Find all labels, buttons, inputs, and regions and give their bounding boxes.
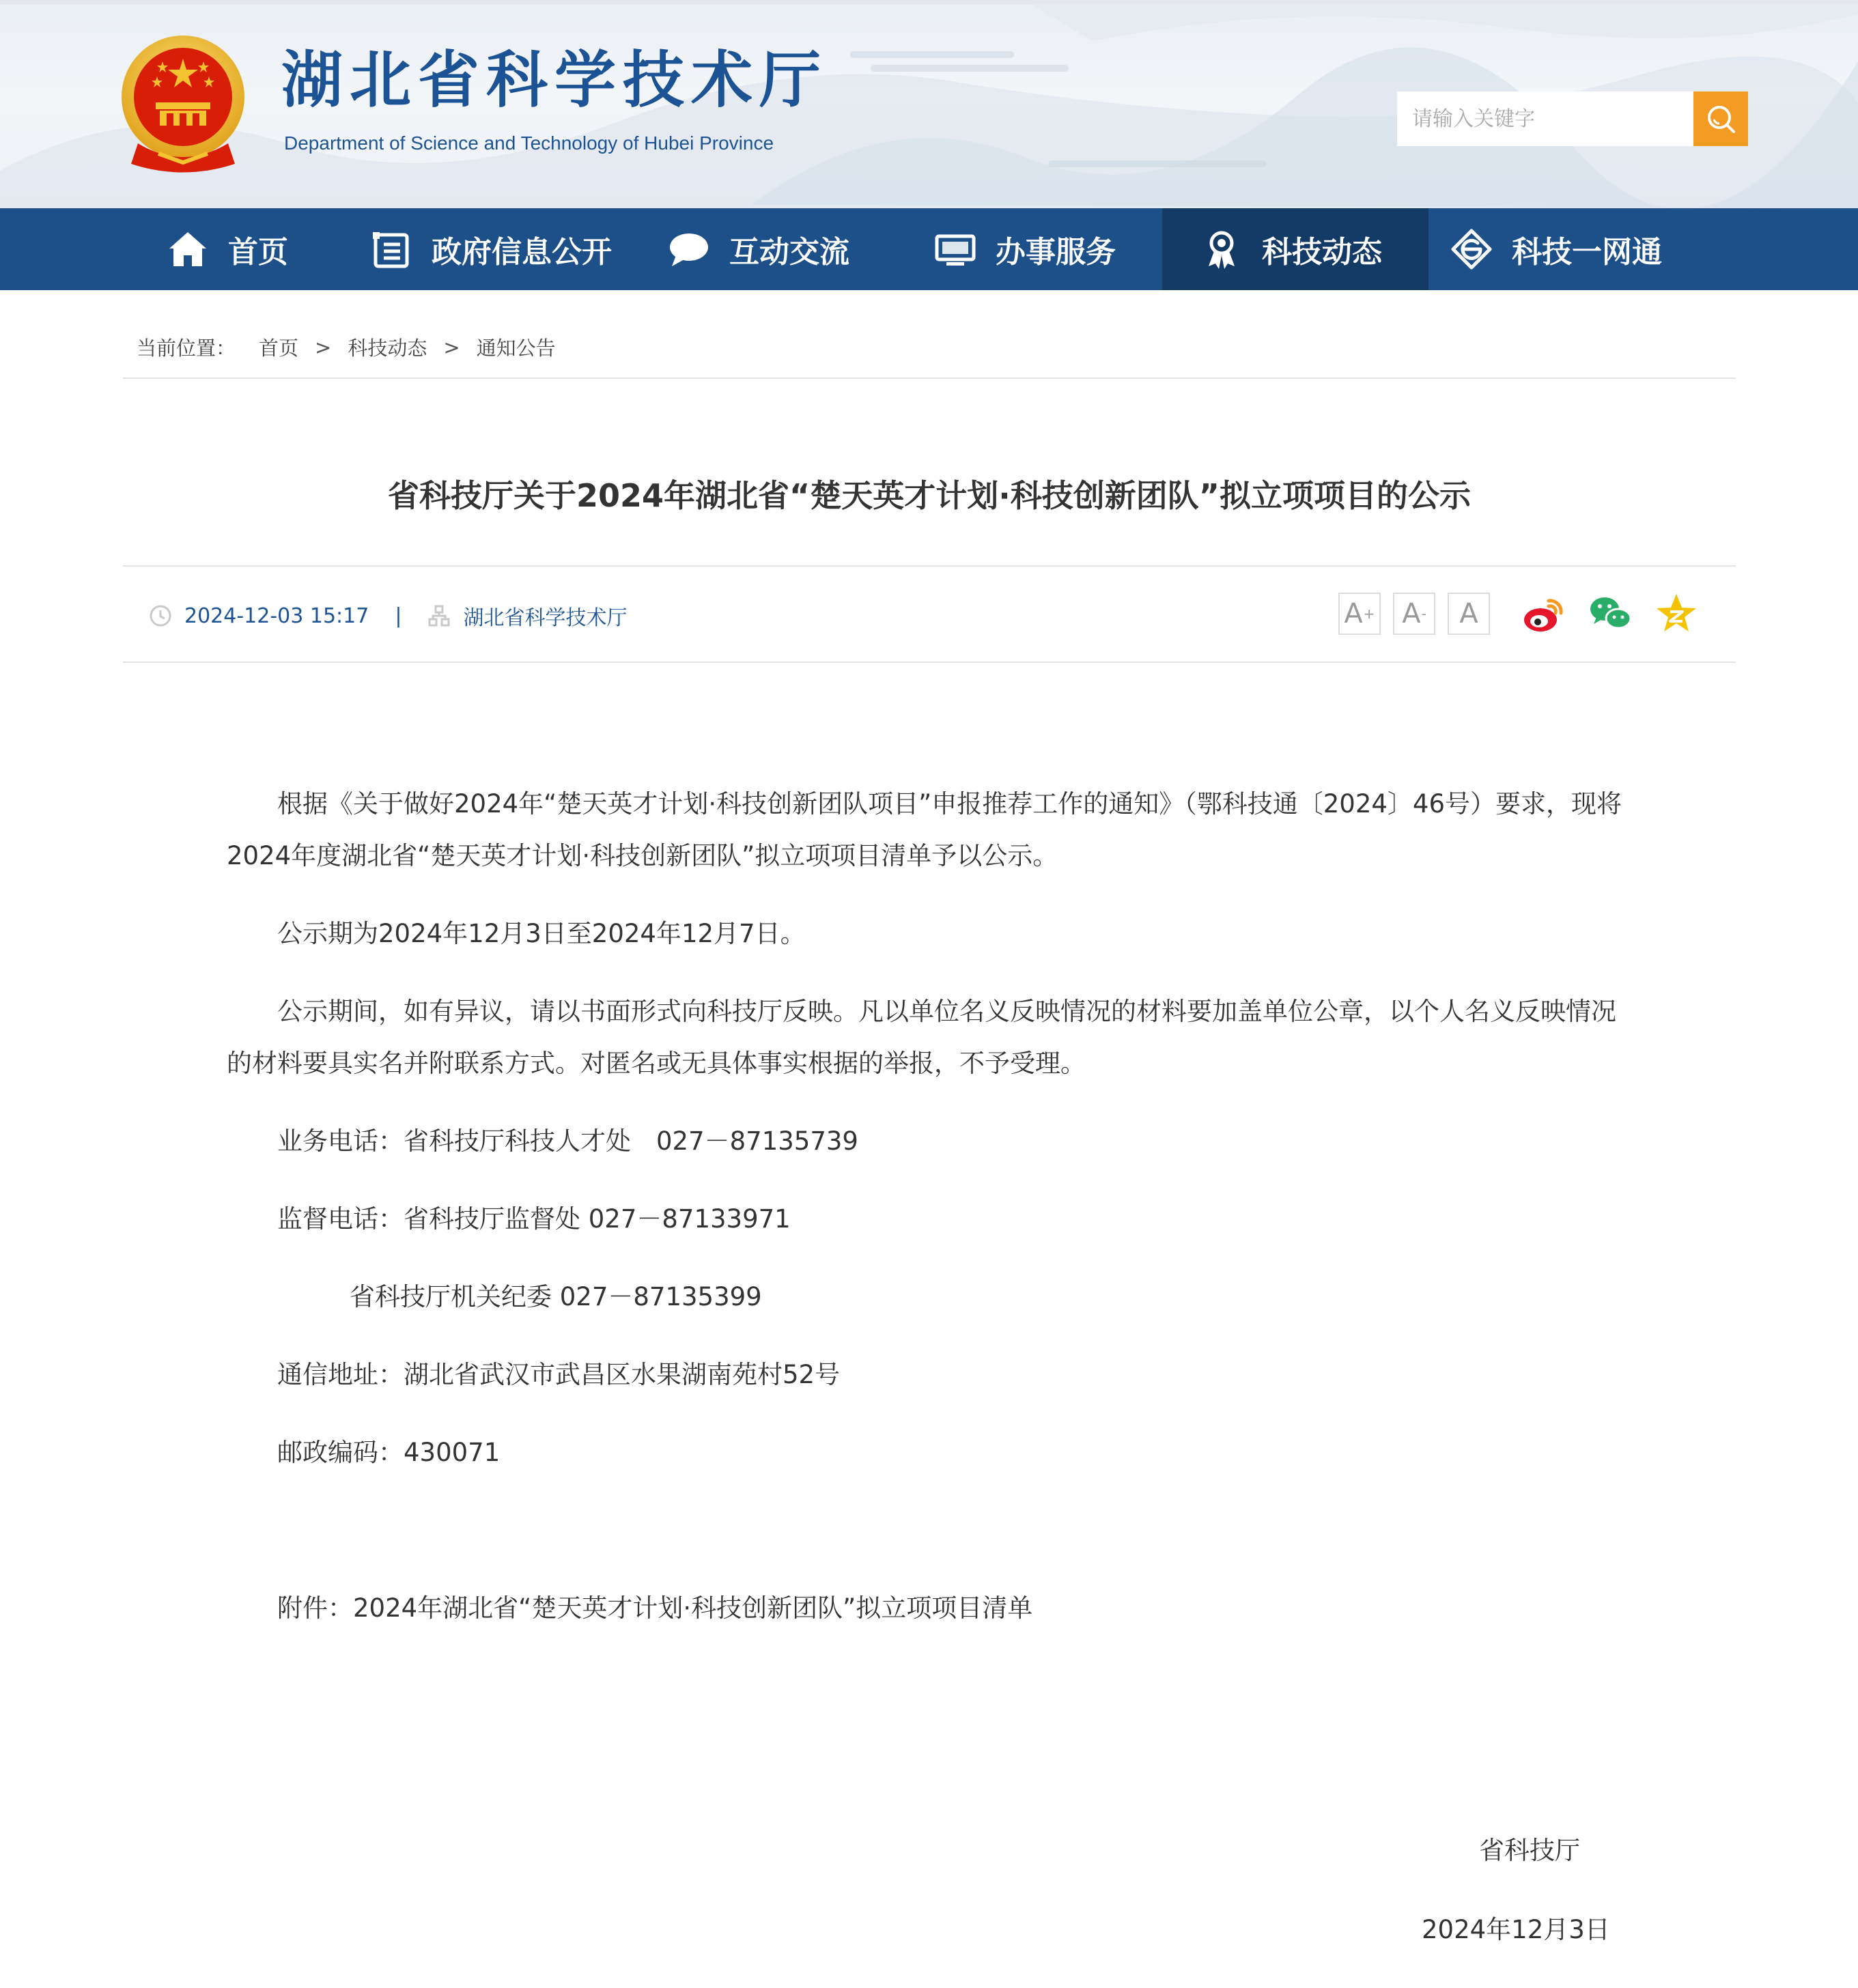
swirl-e-icon <box>1450 228 1493 270</box>
org-chart-icon <box>427 604 451 627</box>
divider <box>123 662 1736 663</box>
body-paragraph: 公示期为2024年12月3日至2024年12月7日。 <box>277 919 806 948</box>
supervision-phone: 监督电话：省科技厅监督处 027－87133971 <box>277 1204 791 1234</box>
nav-label-gov-info: 政府信息公开 <box>432 235 612 270</box>
attachment-link[interactable]: 附件：2024年湖北省“楚天英才计划·科技创新团队”拟立项项目清单 <box>277 1593 1033 1623</box>
nav-item-interaction[interactable] <box>668 208 849 290</box>
wechat-icon[interactable] <box>1588 591 1633 636</box>
breadcrumb-label: 当前位置： <box>137 337 236 360</box>
nav-label-tech-portal: 科技一网通 <box>1512 235 1662 270</box>
breadcrumb-tech-news[interactable]: 科技动态 <box>348 337 427 360</box>
postal-code: 邮政编码：430071 <box>277 1438 501 1467</box>
publish-date: 2024-12-03 15:17 <box>184 604 369 628</box>
meta-divider: | <box>395 604 402 628</box>
breadcrumb-home[interactable]: 首页 <box>259 337 299 360</box>
font-reset-label: A <box>1459 598 1478 629</box>
site-title: 湖北省科学技术厅 <box>281 44 828 116</box>
breadcrumb-separator: > <box>315 335 332 359</box>
business-phone: 业务电话：省科技厅科技人才处 027－87135739 <box>277 1126 858 1156</box>
article-title: 省科技厅关于2024年湖北省“楚天英才计划·科技创新团队”拟立项项目的公示 <box>388 477 1471 514</box>
home-icon <box>167 228 209 270</box>
body-paragraph: 公示期间，如有异议，请以书面形式向科技厅反映。凡以单位名义反映情况的材料要加盖单位公章，以个人名义反映情况的材料要具实名并附联系方式。对匿名或无具体事实根据的举报，不予受理。 <box>227 997 1616 1078</box>
weibo-icon[interactable] <box>1521 591 1566 636</box>
font-reset-button[interactable] <box>1448 593 1490 635</box>
monitor-icon <box>934 228 976 270</box>
article-source: 湖北省科学技术厅 <box>463 606 628 630</box>
breadcrumb-separator: > <box>443 335 460 359</box>
clock-icon <box>149 604 172 627</box>
font-increase-button[interactable]: A + <box>1338 593 1381 635</box>
signature-org: 省科技厅 <box>1479 1836 1580 1865</box>
font-decrease-button[interactable]: A - <box>1393 593 1435 635</box>
nav-label-tech-news: 科技动态 <box>1262 235 1382 270</box>
search-button[interactable] <box>1693 91 1748 146</box>
article-meta <box>149 601 627 631</box>
award-medal-icon <box>1200 228 1243 270</box>
nav-item-home[interactable] <box>167 208 288 290</box>
chat-bubble-icon <box>668 228 710 270</box>
qzone-icon[interactable] <box>1654 591 1699 636</box>
signature-date: 2024年12月3日 <box>1422 1915 1610 1944</box>
nav-label-home: 首页 <box>228 235 288 270</box>
discipline-phone: 省科技厅机关纪委 027－87135399 <box>350 1282 762 1311</box>
national-emblem-icon <box>117 34 249 174</box>
nav-item-tech-news[interactable] <box>1162 208 1428 290</box>
mailing-address: 通信地址：湖北省武汉市武昌区水果湖南苑村52号 <box>277 1360 841 1389</box>
nav-item-gov-info[interactable] <box>370 208 612 290</box>
site-subtitle: Department of Science and Technology of Hubei Province <box>284 132 774 154</box>
document-list-icon <box>370 228 412 270</box>
search-icon <box>1705 103 1736 134</box>
main-nav <box>0 208 1858 290</box>
breadcrumb <box>137 333 556 361</box>
nav-item-tech-portal[interactable] <box>1450 208 1662 290</box>
article-body <box>227 778 1633 1634</box>
font-decrease-label: A <box>1402 598 1421 629</box>
site-header <box>0 0 1858 208</box>
divider <box>123 565 1736 567</box>
body-paragraph: 根据《关于做好2024年“楚天英才计划·科技创新团队项目”申报推荐工作的通知》（鄂科技通〔2024〕46号）要求，现将2024年度湖北省“楚天英才计划·科技创新团队”拟立项项目清单予以公示。 <box>227 789 1622 870</box>
search-input[interactable] <box>1397 91 1693 146</box>
nav-item-services[interactable] <box>934 208 1116 290</box>
breadcrumb-notices[interactable]: 通知公告 <box>476 337 556 360</box>
divider <box>123 378 1736 379</box>
nav-label-services: 办事服务 <box>996 235 1116 270</box>
font-increase-label: A <box>1344 598 1363 629</box>
nav-label-interaction: 互动交流 <box>729 235 849 270</box>
